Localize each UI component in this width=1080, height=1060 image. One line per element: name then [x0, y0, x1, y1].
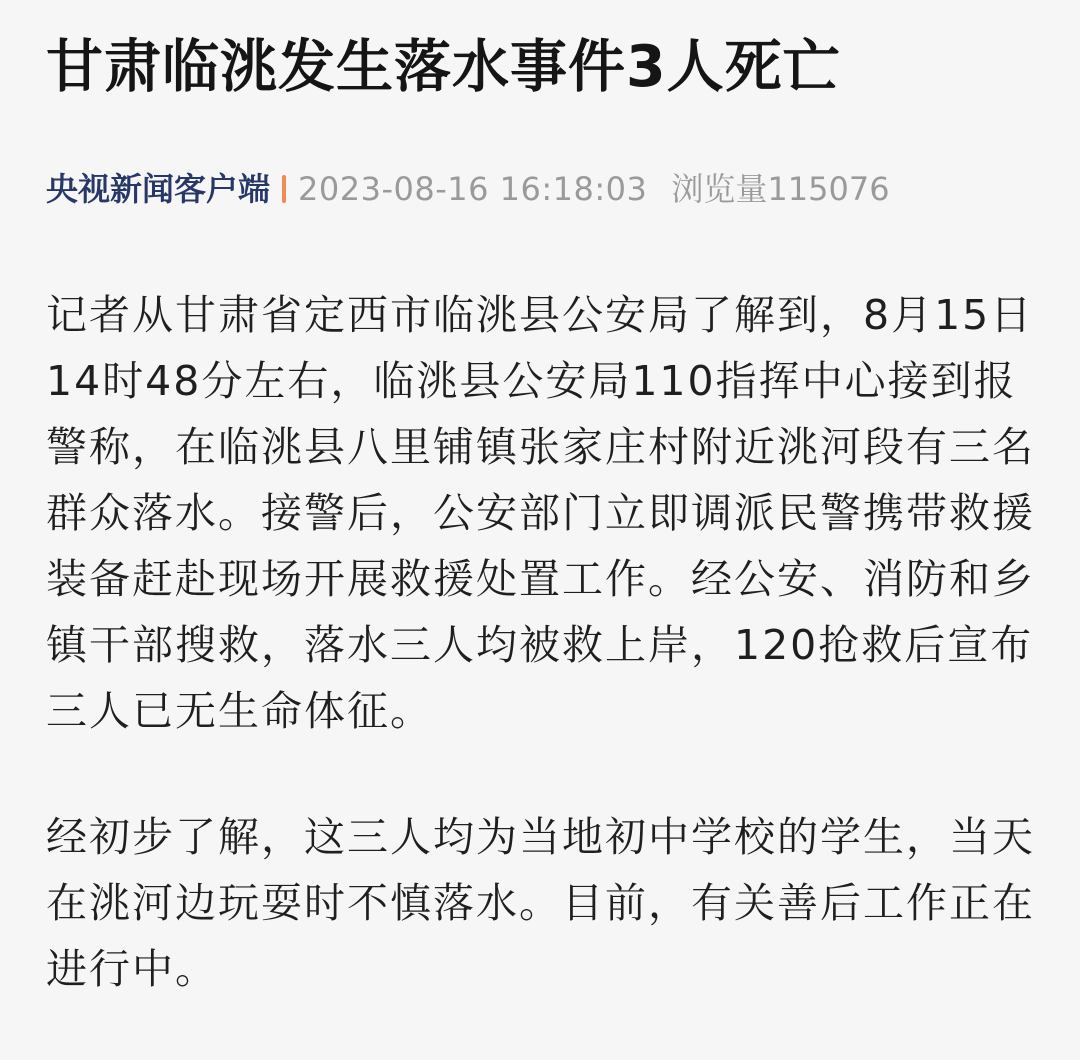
article-title: 甘肃临洮发生落水事件3人死亡 [46, 34, 841, 100]
views-label: 浏览量 [671, 170, 768, 208]
article-paragraph-2: 经初步了解，这三人均为当地初中学校的学生，当天在洮河边玩耍时不慎落水。目前，有关善后工作正在进行中。 [46, 813, 1035, 993]
article-meta [46, 164, 1032, 214]
views-count: 115076 [767, 170, 890, 208]
source-link[interactable]: 央视新闻客户端 [46, 170, 271, 208]
meta-divider [282, 175, 286, 203]
article-paragraph-1: 记者从甘肃省定西市临洮县公安局了解到，8月15日14时48分左右，临洮县公安局110指挥中心接到报警称，在临洮县八里铺镇张家庄村附近洮河段有三名群众落水。接警后，公安部门立即调派民警携带救援装备赶赴现场开展救援处置工作。经公安、消防和乡镇干部搜救，落水三人均被救上岸，120抢救后宣布三人已无生命体征。 [46, 291, 1035, 735]
article-body [46, 282, 1035, 1002]
publish-time: 2023-08-16 16:18:03 [298, 170, 648, 208]
